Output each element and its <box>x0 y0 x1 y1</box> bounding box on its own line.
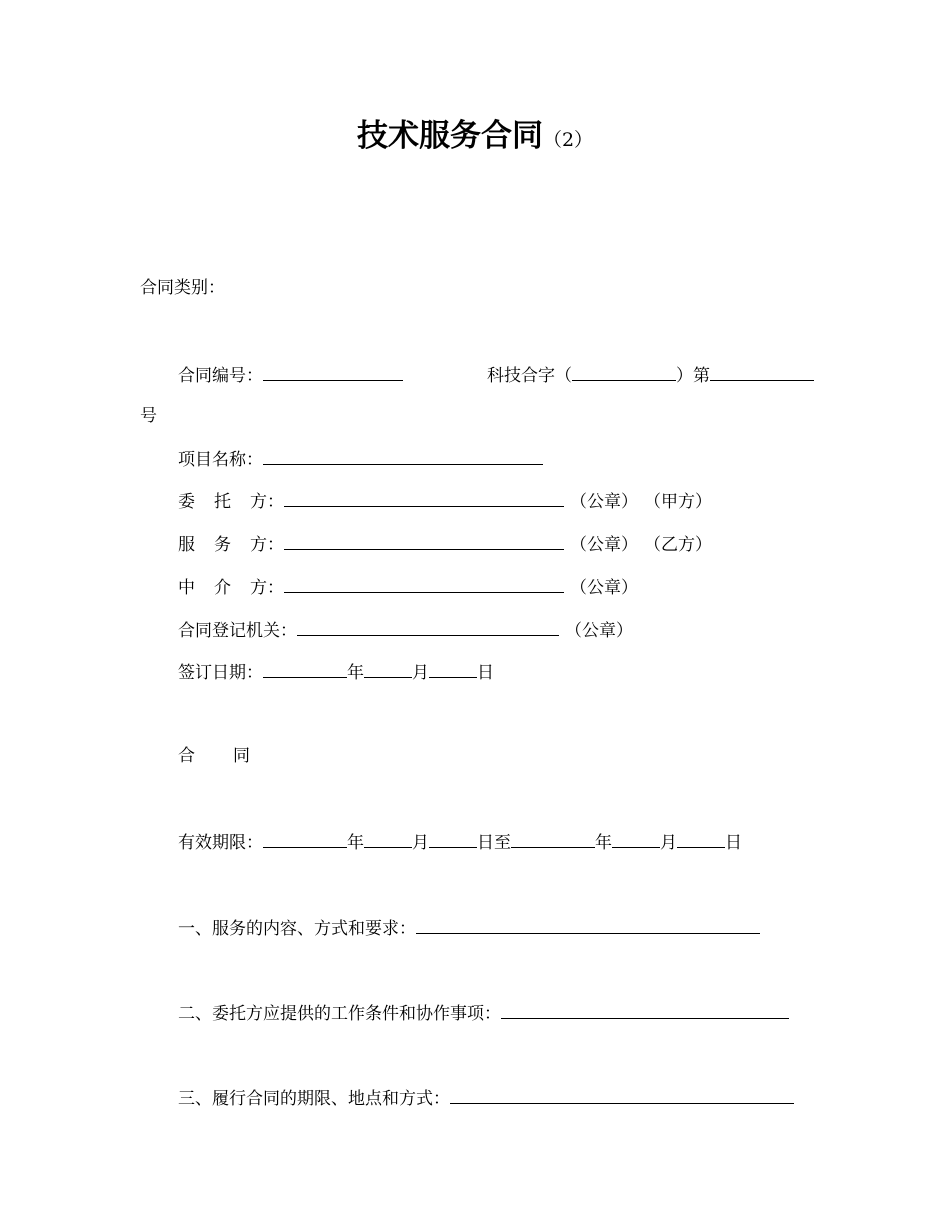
validity-end-day-blank <box>677 829 725 848</box>
heading-char-2: 同 <box>233 746 250 766</box>
project-name-label: 项目名称： <box>178 450 263 470</box>
party-intermediary-char-2: 介 <box>214 578 231 598</box>
registration-authority-label: 合同登记机关： <box>178 621 297 641</box>
document-title <box>0 110 950 155</box>
signing-year-unit: 年 <box>347 663 364 683</box>
clause-3-line <box>178 1085 794 1111</box>
clause-2-blank <box>501 1000 789 1019</box>
heading-char-1: 合 <box>178 746 195 766</box>
party-client-char-1: 委 <box>178 492 195 512</box>
signing-date-line <box>178 659 494 685</box>
title-sub: （2） <box>542 129 594 151</box>
contract-number-blank <box>263 362 403 381</box>
signing-month-unit: 月 <box>412 663 429 683</box>
contract-category-label: 合同类别： <box>140 278 225 298</box>
project-name-line <box>178 446 543 472</box>
validity-label: 有效期限： <box>178 833 263 853</box>
contract-number-year-blank <box>572 362 676 381</box>
validity-day-to: 日至 <box>477 833 511 853</box>
registration-authority-line <box>178 617 633 643</box>
validity-end-year-blank <box>511 829 595 848</box>
clause-1-line <box>178 915 760 941</box>
validity-start-month-blank <box>364 829 412 848</box>
validity-year2-unit: 年 <box>595 833 612 853</box>
party-service-char-3: 方： <box>250 535 284 555</box>
party-service-seal: （公章） <box>570 535 638 555</box>
party-service-char-1: 服 <box>178 535 195 555</box>
party-service-char-2: 务 <box>214 535 231 555</box>
validity-year-unit: 年 <box>347 833 364 853</box>
signing-month-blank <box>364 659 412 678</box>
party-intermediary-blank <box>284 574 564 593</box>
clause-2-line <box>178 1000 789 1026</box>
clause-1-blank <box>416 915 760 934</box>
party-client-char-2: 托 <box>214 492 231 512</box>
signing-day-unit: 日 <box>477 663 494 683</box>
validity-end-month-blank <box>612 829 660 848</box>
registration-authority-blank <box>297 617 559 636</box>
party-service-blank <box>284 531 564 550</box>
validity-start-day-blank <box>429 829 477 848</box>
party-intermediary-seal: （公章） <box>570 578 638 598</box>
party-client-seal: （公章） <box>570 492 638 512</box>
validity-day2-unit: 日 <box>725 833 742 853</box>
validity-month2-unit: 月 <box>660 833 677 853</box>
registration-authority-seal: （公章） <box>565 621 633 641</box>
validity-month-unit: 月 <box>412 833 429 853</box>
party-client-blank <box>284 488 564 507</box>
party-intermediary-char-3: 方： <box>250 578 284 598</box>
contract-number-suffix-line <box>140 404 157 428</box>
party-client-char-3: 方： <box>250 492 284 512</box>
title-main: 技术服务合同 <box>356 118 543 154</box>
clause-1-text: 一、服务的内容、方式和要求： <box>178 919 416 939</box>
signing-date-label: 签订日期： <box>178 663 263 683</box>
contract-number-seq-blank <box>710 362 814 381</box>
validity-start-year-blank <box>263 829 347 848</box>
clause-3-text: 三、履行合同的期限、地点和方式： <box>178 1089 450 1109</box>
section-heading-contract <box>178 744 250 768</box>
party-service-role: （乙方） <box>644 535 712 555</box>
party-intermediary-char-1: 中 <box>178 578 195 598</box>
contract-number-prefix: 科技合字（ <box>487 366 572 386</box>
validity-line <box>178 829 742 855</box>
contract-number-middle: ）第 <box>676 366 710 386</box>
party-client-line <box>178 488 712 514</box>
signing-day-blank <box>429 659 477 678</box>
party-intermediary-line <box>178 574 638 600</box>
party-client-role: （甲方） <box>644 492 712 512</box>
contract-number-line <box>178 362 814 388</box>
party-service-line <box>178 531 712 557</box>
contract-number-label: 合同编号： <box>178 366 263 386</box>
project-name-blank <box>263 446 543 465</box>
clause-2-text: 二、委托方应提供的工作条件和协作事项： <box>178 1004 501 1024</box>
clause-3-blank <box>450 1085 794 1104</box>
contract-category-line <box>140 276 225 300</box>
signing-year-blank <box>263 659 347 678</box>
contract-number-suffix: 号 <box>140 406 157 426</box>
